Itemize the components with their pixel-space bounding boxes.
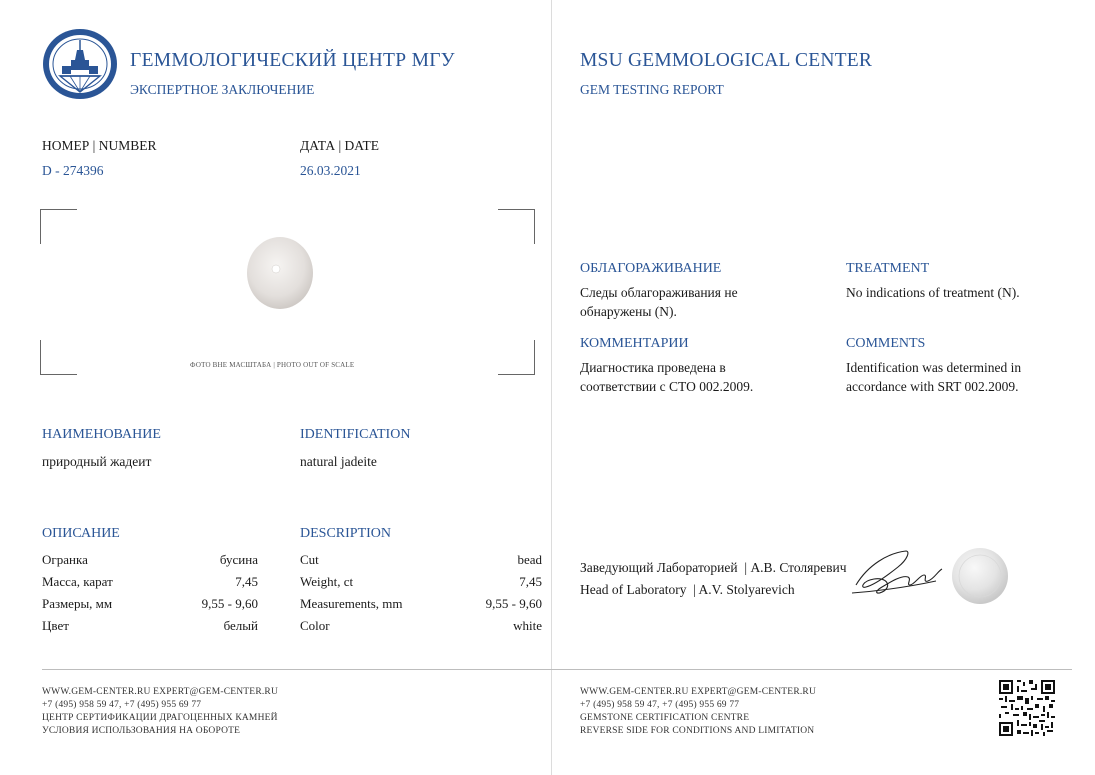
weight-value-ru: 7,45 <box>235 574 258 589</box>
color-label-ru: Цвет <box>42 618 69 633</box>
identification-heading-en: IDENTIFICATION <box>300 427 411 442</box>
photo-frame-corner-tl <box>40 209 77 244</box>
footer-right-center: GEMSTONE CERTIFICATION CENTRE <box>580 713 750 723</box>
title-ru: ГЕММОЛОГИЧЕСКИЙ ЦЕНТР МГУ <box>130 50 455 71</box>
footer-right-phone: +7 (495) 958 59 47, +7 (495) 955 69 77 <box>580 700 740 710</box>
description-heading-en: DESCRIPTION <box>300 526 392 541</box>
treatment-text-en: No indications of treatment (N). <box>846 285 1020 300</box>
treatment-heading-ru: ОБЛАГОРАЖИВАНИЕ <box>580 261 722 276</box>
photo-frame-corner-bl <box>40 340 77 375</box>
date-label: ДАТА | DATE <box>300 138 380 153</box>
footer-right-web: WWW.GEM-CENTER.RU EXPERT@GEM-CENTER.RU <box>580 687 817 697</box>
footer-right-conditions: REVERSE SIDE FOR CONDITIONS AND LIMITATION <box>580 726 815 736</box>
weight-label-ru: Масса, карат <box>42 574 113 589</box>
comments-text-en-2: accordance with SRT 002.2009. <box>846 379 1019 394</box>
signature-line-ru: Заведующий Лабораторией | А.В. Столяревич <box>580 560 847 575</box>
jadeite-bead-photo <box>240 232 320 312</box>
photo-frame-corner-tr <box>498 209 535 244</box>
subtitle-ru: ЭКСПЕРТНОЕ ЗАКЛЮЧЕНИЕ <box>130 82 315 97</box>
title-en: MSU GEMMOLOGICAL CENTER <box>580 50 873 71</box>
identification-value-en: natural jadeite <box>300 454 377 469</box>
footer-right <box>580 686 816 738</box>
footer-divider <box>42 669 1072 670</box>
footer-left-center: ЦЕНТР СЕРТИФИКАЦИИ ДРАГОЦЕННЫХ КАМНЕЙ <box>42 713 278 723</box>
cut-value-ru: бусина <box>219 552 258 567</box>
treatment-heading-en: TREATMENT <box>846 261 930 276</box>
measurements-label-en: Measurements, mm <box>300 596 403 611</box>
color-value-ru: белый <box>223 618 258 633</box>
qr-code-icon[interactable] <box>999 680 1055 736</box>
photo-caption: ФОТО ВНЕ МАСШТАБА | PHOTO OUT OF SCALE <box>190 361 355 369</box>
weight-label-en: Weight, ct <box>300 574 354 589</box>
signature-line-en: Head of Laboratory | A.V. Stolyarevich <box>580 582 795 597</box>
number-label: НОМЕР | NUMBER <box>42 138 157 153</box>
photo-frame-corner-br <box>498 340 535 375</box>
treatment-text-ru-1: Следы облагораживания не <box>580 285 738 300</box>
page-fold <box>551 0 552 775</box>
measurements-label-ru: Размеры, мм <box>42 596 113 611</box>
treatment-text-ru-2: обнаружены (N). <box>580 304 677 319</box>
footer-left-phone: +7 (495) 958 59 47, +7 (495) 955 69 77 <box>42 700 202 710</box>
comments-heading-ru: КОММЕНТАРИИ <box>580 336 689 351</box>
cut-label-ru: Огранка <box>42 552 88 567</box>
msu-building-logo-icon <box>40 26 120 102</box>
identification-heading-ru: НАИМЕНОВАНИЕ <box>42 427 161 442</box>
footer-left-web: WWW.GEM-CENTER.RU EXPERT@GEM-CENTER.RU <box>42 687 279 697</box>
number-value: D - 274396 <box>42 163 104 178</box>
measurements-value-ru: 9,55 - 9,60 <box>201 596 258 611</box>
subtitle-en: GEM TESTING REPORT <box>580 82 724 97</box>
color-value-en: white <box>513 618 542 633</box>
footer-left <box>42 686 278 738</box>
comments-heading-en: COMMENTS <box>846 336 926 351</box>
date-value: 26.03.2021 <box>300 163 361 178</box>
identification-value-ru: природный жадеит <box>42 454 152 469</box>
comments-text-ru-2: соответствии с СТО 002.2009. <box>580 379 754 394</box>
weight-value-en: 7,45 <box>519 574 542 589</box>
description-heading-ru: ОПИСАНИЕ <box>42 526 120 541</box>
footer-left-conditions: УСЛОВИЯ ИСПОЛЬЗОВАНИЯ НА ОБОРОТЕ <box>42 726 241 736</box>
comments-text-en-1: Identification was determined in <box>846 360 1022 375</box>
hologram-seal <box>950 546 1010 606</box>
comments-text-ru-1: Диагностика проведена в <box>580 360 726 375</box>
cut-label-en: Cut <box>300 552 319 567</box>
measurements-value-en: 9,55 - 9,60 <box>485 596 542 611</box>
handwritten-signature <box>848 545 948 601</box>
cut-value-en: bead <box>517 552 542 567</box>
color-label-en: Color <box>300 618 330 633</box>
